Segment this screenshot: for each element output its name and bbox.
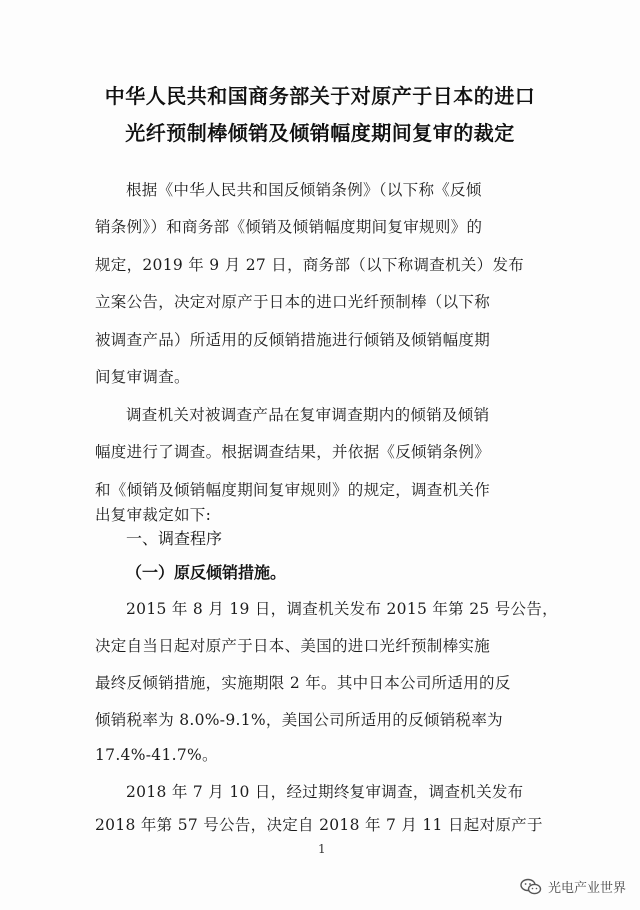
watermark-text: 光电产业世界 [547, 881, 626, 896]
subsection-heading: （一）原反倾销措施。 [126, 563, 287, 582]
paragraph1-line: 规定，2019 年 9 月 27 日，商务部（以下称调查机关）发布 [95, 256, 525, 274]
paragraph4-line: 2018 年 7 月 10 日，经过期终复审调查，调查机关发布 [126, 783, 524, 801]
paragraph1-line: 立案公告，决定对原产于日本的进口光纤预制棒（以下称 [95, 293, 491, 311]
paragraph3-line: 倾销税率为 8.0%-9.1%，美国公司所适用的反倾销税率为 [95, 711, 503, 729]
paragraph3-line: 最终反倾销措施，实施期限 2 年。其中日本公司所适用的反 [95, 674, 511, 692]
paragraph2-line: 调查机关对被调查产品在复审调查期内的倾销及倾销 [126, 406, 490, 424]
paragraph2-line: 和《倾销及倾销幅度期间复审规则》的规定，调查机关作 [95, 481, 491, 499]
paragraph1-line: 间复审调查。 [95, 368, 190, 386]
paragraph3-line: 决定自当日起对原产于日本、美国的进口光纤预制棒实施 [95, 637, 491, 655]
document-title-line2: 光纤预制棒倾销及倾销幅度期间复审的裁定 [125, 121, 515, 145]
wechat-icon [520, 878, 542, 896]
paragraph2-line: 出复审裁定如下: [95, 506, 212, 524]
paragraph1-line: 被调查产品）所适用的反倾销措施进行倾销及倾销幅度期 [95, 331, 491, 349]
watermark [520, 877, 626, 896]
paragraph4-line: 2018 年第 57 号公告，决定自 2018 年 7 月 11 日起对原产于 [95, 816, 543, 834]
section-heading: 一、调查程序 [126, 529, 223, 548]
page-number: 1 [318, 842, 326, 856]
paragraph1-line: 根据《中华人民共和国反倾销条例》（以下称《反倾 [126, 181, 482, 199]
paragraph3-line: 17.4%-41.7%。 [95, 746, 218, 764]
document-title-line1: 中华人民共和国商务部关于对原产于日本的进口 [104, 84, 536, 108]
paragraph1-line: 销条例》）和商务部《倾销及倾销幅度期间复审规则》的 [95, 218, 483, 236]
paragraph2-line: 幅度进行了调查。根据调查结果，并依据《反倾销条例》 [95, 443, 491, 461]
paragraph3-line: 2015 年 8 月 19 日，调查机关发布 2015 年第 25 号公告， [126, 600, 558, 618]
